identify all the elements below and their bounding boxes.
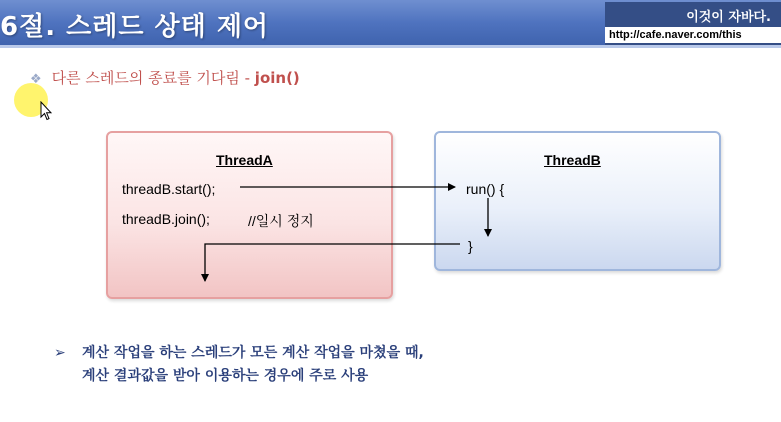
thread-a-comment: //일시 정지: [248, 213, 314, 229]
slide-title: 6절. 스레드 상태 제어: [0, 12, 270, 42]
logo-url: http://cafe.naver.com/this: [605, 27, 781, 43]
return-arrow: [205, 244, 460, 281]
note-line-1: 계산 작업을 하는 스레드가 모든 계산 작업을 마쳤을 때,: [82, 345, 424, 361]
thread-a-title: ThreadA: [216, 152, 273, 168]
logo-title: 이것이 자바다.: [686, 10, 771, 25]
bullet-text: 다른 스레드의 종료를 기다림 -: [51, 69, 255, 87]
summary-note: [54, 342, 424, 388]
thread-a-join-line: threadB.join();: [122, 211, 210, 227]
diamond-bullet-icon: ❖: [30, 72, 42, 87]
note-line-2: 계산 결과값을 받아 이용하는 경우에 주로 사용: [82, 368, 369, 384]
thread-b-close-line: }: [468, 238, 473, 254]
thread-b-run-line: run() {: [466, 181, 505, 197]
thread-b-title: ThreadB: [544, 152, 601, 168]
arrow-bullet-icon: ➢: [54, 345, 66, 361]
thread-a-start-line: threadB.start();: [122, 181, 216, 197]
bullet-keyword: join(): [254, 69, 300, 87]
